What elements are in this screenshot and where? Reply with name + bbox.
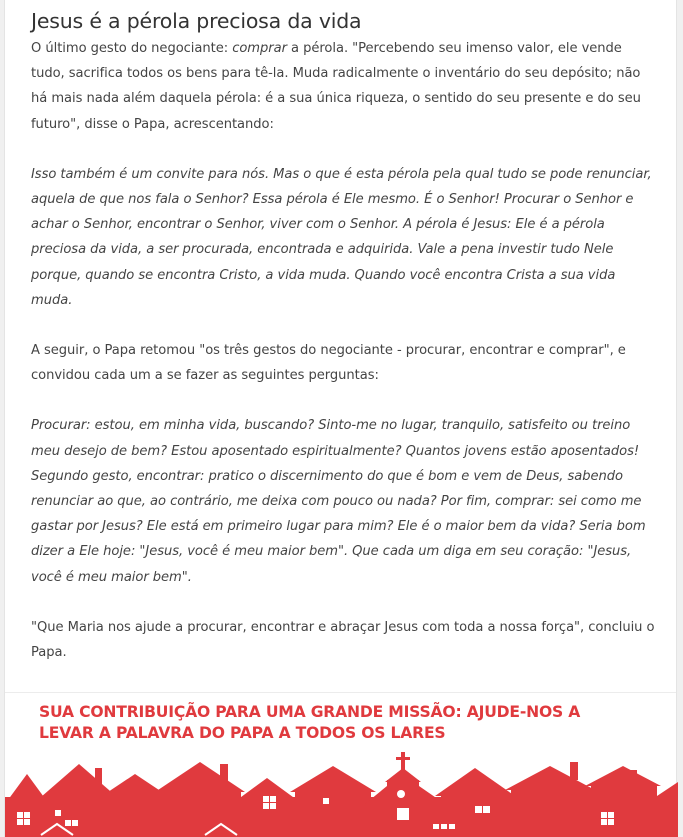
paragraph-2-quote: Isso também é um convite para nós. Mas o que é esta pérola pela qual tudo se pode renunciar, aquela de que nos fala o Senhor? Essa pérola é Ele mesmo. É o Senhor! Procurar o Senhor e achar o Senhor, encontrar o Senhor, viver com o Senhor. A pérola é Jesus: Ele é a pérola preciosa da vida, a ser procurada, encontrada e adquirida. Vale a pena investir tudo Nele porque, quando se encontra Cristo, a vida muda. Quando você encontra Crista a sua vida muda. [31, 166, 652, 308]
article [31, 8, 656, 690]
p1-post: a pérola. "Percebendo seu imenso valor, ele vende tudo, sacrifica todos os bens para tê-la. Muda radicalmente o inventário do seu depósito; não há mais nada além daquela pérola: é a sua única riqueza, o sentido do seu presente e do seu futuro", disse o Papa, acrescentando: [31, 41, 641, 132]
p1-emphasis: comprar [232, 41, 287, 56]
section-divider [5, 692, 676, 693]
p1-pre: O último gesto do negociante: [31, 41, 233, 56]
paragraph-5: "Que Maria nos ajude a procurar, encontrar e abraçar Jesus com toda a nossa força", concluiu o Papa. [31, 619, 655, 661]
houses-skyline-illustration [5, 752, 678, 837]
paragraph-1 [31, 36, 656, 137]
article-title: Jesus é a pérola preciosa da vida [31, 9, 362, 33]
paragraph-4-quote: Procurar: estou, em minha vida, buscando? Sinto-me no lugar, tranquilo, satisfeito ou treino meu desejo de bem? Estou aposentado espiritualmente? Quantos jovens estão aposentados! Segundo gesto, encontrar: pratico o discernimento do que é bom e vem de Deus, sabendo renunciar ao que, ao contrário, me deixa com pouco ou nada? Por fim, comprar: sei como me gastar por Jesus? Ele está em primeiro lugar para mim? Ele é o maior bem da vida? Seria bom dizer a Ele hoje: "Jesus, você é meu maior bem". Que cada um diga em seu coração: "Jesus, você é meu maior bem". [31, 418, 646, 585]
page [4, 0, 677, 837]
paragraph-3: A seguir, o Papa retomou "os três gestos do negociante - procurar, encontrar e comprar", e convidou cada um a se fazer as seguintes perguntas: [31, 343, 626, 384]
donation-banner-link[interactable]: SUA CONTRIBUIÇÃO PARA UMA GRANDE MISSÃO: AJUDE-NOS A LEVAR A PALAVRA DO PAPA A TODOS OS LARES [39, 703, 581, 742]
